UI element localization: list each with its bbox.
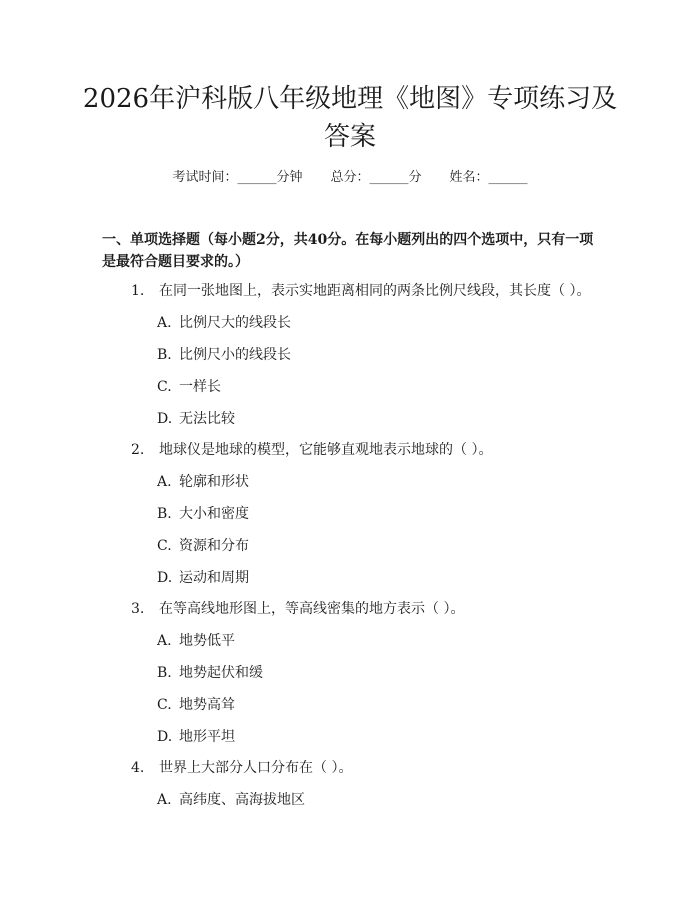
option-text: 无法比较 xyxy=(179,411,235,427)
question-text: 世界上大部分人口分布在（ ）。 xyxy=(159,760,353,776)
question-1-option-c xyxy=(157,377,221,397)
question-1-option-d xyxy=(157,409,235,429)
question-2-option-d xyxy=(157,568,249,588)
option-text: 地势低平 xyxy=(179,633,235,649)
option-letter: A. xyxy=(157,633,172,649)
option-text: 高纬度、高海拔地区 xyxy=(179,792,305,808)
question-3-option-b xyxy=(157,663,263,683)
question-number: 2. xyxy=(131,442,145,458)
option-text: 地形平坦 xyxy=(179,729,235,745)
question-text: 在同一张地图上，表示实地距离相同的两条比例尺线段，其长度（ ）。 xyxy=(159,283,591,299)
option-text: 轮廓和形状 xyxy=(179,474,249,490)
section-heading: 一、单项选择题（每小题2分，共40分。在每小题列出的四个选项中，只有一项是最符合题目要求的。） xyxy=(102,232,594,270)
option-text: 比例尺小的线段长 xyxy=(179,347,291,363)
option-letter: A. xyxy=(157,792,172,808)
option-text: 一样长 xyxy=(179,379,221,395)
option-text: 资源和分布 xyxy=(179,538,249,554)
option-letter: A. xyxy=(157,474,172,490)
question-1 xyxy=(131,281,590,301)
question-3 xyxy=(131,599,464,619)
option-text: 比例尺大的线段长 xyxy=(179,315,291,331)
option-letter: D. xyxy=(157,570,173,586)
question-3-option-a xyxy=(157,631,235,651)
question-2-option-b xyxy=(157,504,249,524)
option-letter: C. xyxy=(157,697,172,713)
question-2-option-a xyxy=(157,472,249,492)
option-text: 地势起伏和缓 xyxy=(179,665,263,681)
question-3-option-c xyxy=(157,695,235,715)
question-1-option-a xyxy=(157,313,291,333)
question-3-option-d xyxy=(157,727,235,747)
option-letter: B. xyxy=(157,347,172,363)
option-letter: B. xyxy=(157,506,172,522)
question-2-option-c xyxy=(157,536,249,556)
document-title: 2026年沪科版八年级地理《地图》专项练习及答案 xyxy=(82,84,618,152)
option-letter: A. xyxy=(157,315,172,331)
option-letter: B. xyxy=(157,665,172,681)
total-score-label: 总分：______分 xyxy=(330,170,422,185)
student-name-label: 姓名：______ xyxy=(449,170,528,185)
option-letter: C. xyxy=(157,379,172,395)
option-letter: D. xyxy=(157,729,173,745)
option-text: 大小和密度 xyxy=(179,506,249,522)
question-4-option-a xyxy=(157,790,305,810)
question-4 xyxy=(131,758,352,778)
question-number: 3. xyxy=(131,601,145,617)
option-text: 运动和周期 xyxy=(179,570,249,586)
question-number: 4. xyxy=(131,760,145,776)
option-letter: C. xyxy=(157,538,172,554)
question-text: 在等高线地形图上，等高线密集的地方表示（ ）。 xyxy=(159,601,465,617)
question-text: 地球仪是地球的模型，它能够直观地表示地球的（ ）。 xyxy=(159,442,493,458)
question-number: 1. xyxy=(131,283,145,299)
option-letter: D. xyxy=(157,411,173,427)
exam-time-label: 考试时间：______分钟 xyxy=(172,170,303,185)
question-2 xyxy=(131,440,492,460)
option-text: 地势高耸 xyxy=(179,697,235,713)
exam-info xyxy=(0,168,700,188)
question-1-option-b xyxy=(157,345,291,365)
